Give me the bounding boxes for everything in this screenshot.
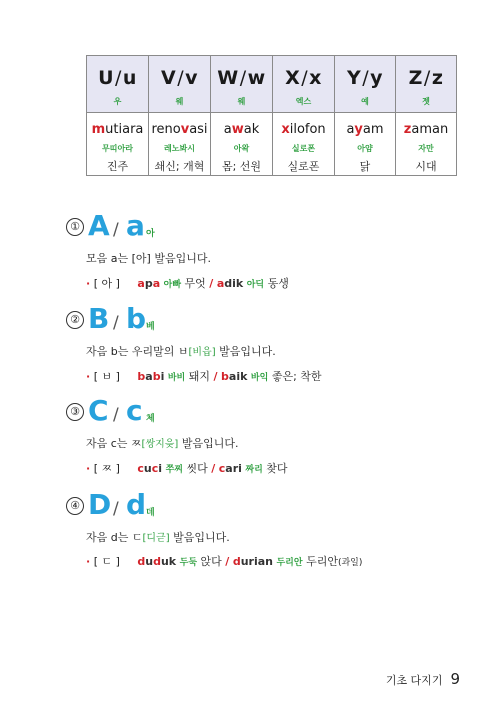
- example-line: · [ ㅂ ] babi 바비 돼지 / baik 바익 좋은; 착한: [86, 370, 322, 383]
- letter-name: 체: [146, 414, 155, 424]
- word-pronunciation: 레노봐시: [164, 144, 195, 153]
- table-column-v: [149, 56, 211, 175]
- lowercase-letter: c: [126, 394, 143, 427]
- section-number: ①: [66, 218, 84, 236]
- letter-name: 예: [361, 97, 369, 106]
- table-column-y: [335, 56, 396, 175]
- column-header: [273, 56, 334, 113]
- column-letter: U/u: [98, 67, 137, 89]
- example-word: zaman: [403, 122, 449, 137]
- example-word-1: duduk: [137, 555, 177, 568]
- example-pronunciation: 아빠: [163, 280, 182, 290]
- example-sound: [ ㄷ ]: [93, 555, 120, 568]
- word-meaning: 쇄신; 개혁: [154, 160, 205, 173]
- section-description: 모음 a는 [아] 발음입니다.: [86, 252, 211, 265]
- example-word-1: cuci: [137, 462, 163, 475]
- example-word-1: babi: [137, 370, 165, 383]
- letter-name: 엑스: [295, 97, 312, 106]
- column-letter: V/v: [160, 67, 198, 89]
- example-meaning: 앉다: [200, 555, 222, 568]
- example-word-2: cari: [218, 462, 242, 475]
- column-header: [211, 56, 272, 113]
- example-line: · [ ㅉ ] cuci 쭈찌 씻다 / cari 짜리 찾다: [86, 462, 288, 475]
- lowercase-letter: b: [126, 302, 147, 335]
- page-footer: [386, 670, 460, 688]
- example-sound: [ ㅉ ]: [93, 462, 120, 475]
- column-header: [149, 56, 210, 113]
- section-number: ②: [66, 311, 84, 329]
- word-meaning: 닭: [359, 160, 371, 173]
- word-pronunciation: 무띠아라: [102, 144, 133, 153]
- column-header: [87, 56, 148, 113]
- example-line: · [ 아 ] apa 아빠 무엇 / adik 아딕 동생: [86, 277, 289, 290]
- example-word-2: durian: [232, 555, 273, 568]
- letter-name: 아: [146, 229, 155, 239]
- section-number: ③: [66, 403, 84, 421]
- column-header: [396, 56, 456, 113]
- example-pronunciation: 아딕: [246, 280, 265, 290]
- section-description: 자음 c는 ㅉ[쌍지읒] 발음입니다.: [86, 437, 239, 450]
- word-pronunciation: 아얌: [357, 144, 373, 153]
- example-sound: [ 아 ]: [93, 277, 120, 290]
- table-column-u: [87, 56, 149, 175]
- section-description: 자음 d는 ㄷ[디귿] 발음입니다.: [86, 531, 230, 544]
- example-line: · [ ㄷ ] duduk 두둑 앉다 / durian 두리안 두리안(과일): [86, 555, 363, 568]
- word-meaning: 몸; 선원: [221, 160, 262, 173]
- word-meaning: 시대: [415, 160, 437, 173]
- example-word: ayam: [346, 122, 384, 137]
- example-word-2: baik: [221, 370, 248, 383]
- example-meaning: 무엇: [184, 277, 206, 290]
- example-meaning: 찾다: [266, 462, 288, 475]
- example-meaning: 돼지: [188, 370, 210, 383]
- section-number: ④: [66, 497, 84, 515]
- example-pronunciation: 바익: [250, 373, 269, 383]
- column-letter: W/w: [217, 67, 266, 89]
- uppercase-letter: B: [88, 302, 110, 335]
- example-pronunciation: 쭈찌: [165, 465, 183, 475]
- example-word: renovasi: [151, 122, 208, 137]
- example-pronunciation: 두리안: [276, 558, 303, 568]
- footer-label: 기초 다지기: [385, 674, 443, 687]
- table-column-z: [396, 56, 456, 175]
- word-meaning: 진주: [106, 160, 129, 173]
- example-word: xilofon: [281, 122, 326, 137]
- letter-name: 우: [113, 97, 122, 106]
- word-pronunciation: 자만: [418, 144, 434, 153]
- word-pronunciation: 실로폰: [291, 144, 316, 153]
- column-letter: Z/z: [408, 67, 444, 89]
- example-meaning: 좋은; 착한: [271, 370, 322, 383]
- word-pronunciation: 아왁: [233, 144, 250, 153]
- example-meaning: 동생: [267, 277, 289, 290]
- example-pronunciation: 짜리: [245, 465, 263, 475]
- column-letter: X/x: [285, 67, 322, 89]
- section-description: 자음 b는 우리말의 ㅂ[비읍] 발음입니다.: [86, 345, 276, 358]
- word-meaning: 실로폰: [287, 160, 320, 173]
- uppercase-letter: A: [88, 209, 110, 242]
- letter-name: 웨: [237, 97, 246, 106]
- letter-name: 웨: [175, 97, 184, 106]
- letter-name: 베: [146, 322, 155, 332]
- example-word: mutiara: [91, 122, 144, 137]
- example-pronunciation: 바비: [167, 373, 186, 383]
- column-header: [335, 56, 395, 113]
- example-meaning: 씻다: [186, 462, 208, 475]
- example-sound: [ ㅂ ]: [93, 370, 120, 383]
- example-meaning: 두리안: [306, 555, 338, 568]
- table-column-x: [273, 56, 335, 175]
- example-word-1: apa: [137, 277, 161, 290]
- page-number: 9: [450, 670, 460, 688]
- uppercase-letter: D: [88, 488, 112, 521]
- uppercase-letter: C: [88, 394, 109, 427]
- example-word-2: adik: [216, 277, 244, 290]
- lowercase-letter: d: [126, 488, 147, 521]
- lowercase-letter: a: [126, 209, 145, 242]
- column-letter: Y/y: [346, 67, 384, 89]
- letter-name: 젯: [422, 97, 430, 106]
- alphabet-table: [86, 55, 457, 176]
- example-word: awak: [223, 122, 260, 137]
- example-pronunciation: 두둑: [179, 558, 198, 568]
- table-column-w: [211, 56, 273, 175]
- letter-name: 데: [146, 508, 155, 518]
